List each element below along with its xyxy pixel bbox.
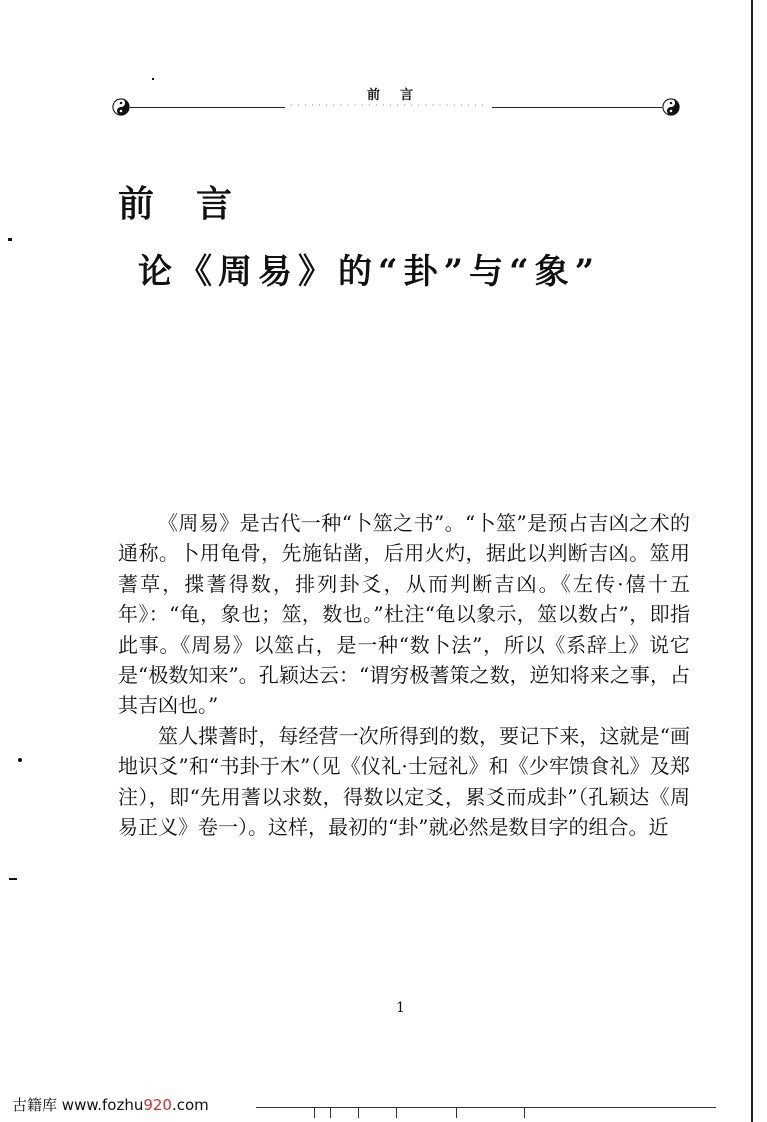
watermark-site-prefix: www.fozhu <box>61 1096 144 1114</box>
watermark-site-highlight: 920 <box>143 1096 172 1114</box>
paragraph: 筮人揲蓍时，每经营一次所得到的数，要记下来，这就是“画地识爻”和“书卦于木”（见《仪礼·士冠礼》和《少牢馈食礼》及郑注），即“先用蓍以求数，得数以定爻，累爻而成卦”（孔颖达《周易正义》卷一）。这样，最初的“卦”就必然是数目字的组合。近 <box>118 723 690 840</box>
header-rule-right <box>492 107 662 108</box>
watermark-site-link[interactable] <box>62 1096 209 1114</box>
watermark-label: 古籍库 <box>12 1096 58 1114</box>
body-text <box>118 508 690 842</box>
scan-speck <box>152 78 154 80</box>
article-title: 论《周易》的“卦”与“象” <box>138 252 601 292</box>
scan-speck <box>9 878 17 880</box>
running-header <box>112 84 682 124</box>
page-edge-line <box>751 0 753 1122</box>
watermark <box>12 1094 209 1115</box>
chapter-title: 前言 <box>118 183 275 225</box>
yin-yang-icon <box>112 98 130 116</box>
running-title: 前言 <box>366 88 433 103</box>
scan-speck <box>18 758 22 762</box>
header-dotted-ornament: · · · · · · · · · · · · · · · · · · · · · · · · · · · · <box>290 101 485 110</box>
scan-speck <box>8 238 12 241</box>
yin-yang-icon <box>662 98 680 116</box>
paragraph: 《周易》是古代一种“卜筮之书”。“卜筮”是预占吉凶之术的通称。卜用龟骨，先施钻凿，后用火灼，据此以判断吉凶。筮用蓍草，揲蓍得数，排列卦爻，从而判断吉凶。《左传·僖十五年》：“龟，象也；筮，数也。”杜注“龟以象示，筮以数占”，即指此事。《周易》以筮占，是一种“数卜法”，所以《系辞上》说它是“极数知来”。孔颖达云：“谓穷极蓍策之数，逆知将来之事，占其吉凶也。” <box>118 511 690 718</box>
footer-scan-ticks <box>300 1108 720 1118</box>
header-rule-left <box>130 107 285 108</box>
watermark-site-suffix: .com <box>171 1096 209 1114</box>
page-number: 1 <box>396 1000 405 1016</box>
